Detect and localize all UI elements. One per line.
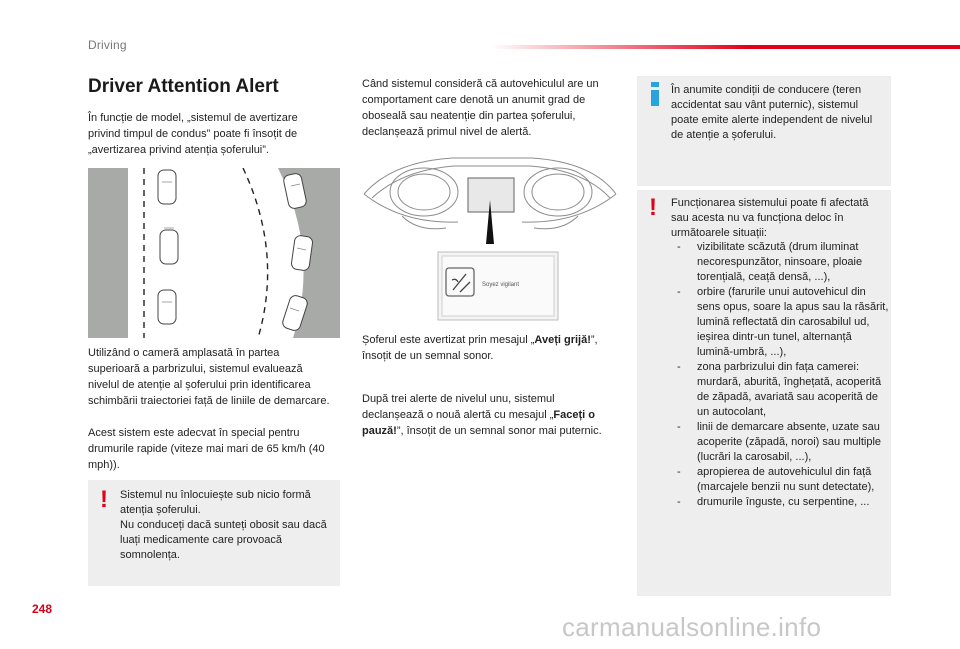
intro-paragraph: În funcție de model, „sistemul de avertizare privind timpul de condus” poate fi însoțit de „avertizarea privind atenția șoferului”. bbox=[88, 112, 298, 156]
warning-icon: ! bbox=[100, 486, 108, 513]
section-header: Driving bbox=[88, 38, 127, 52]
warning-text-attention: Sistemul nu înlocuiește sub nicio formă atenția șoferului. bbox=[120, 489, 311, 516]
camera-paragraph: Utilizând o cameră amplasată în partea superioară a parbrizului, sistemul evaluează nivelul de atenție al șoferului prin identificarea schimbării traiectoriei față de liniile de demarcare. bbox=[88, 347, 330, 407]
list-item: - linii de demarcare absente, uzate sau acoperite (zăpadă, noroi) sau multiple (lucrări la carosabil, ...), bbox=[671, 420, 889, 465]
road-type-paragraph: Acest sistem este adecvat în special pentru drumurile rapide (viteze mai mari de 65 km/h (40 mph)). bbox=[88, 427, 325, 471]
pause-alert-paragraph: După trei alerte de nivelul unu, sistemul declanșează o nouă alertă cu mesajul „Faceți o pauză!”, însoțit de un semnal sonor mai puternic. bbox=[362, 393, 602, 437]
lane-drift-illustration bbox=[88, 168, 340, 338]
instrument-panel-illustration bbox=[362, 152, 618, 330]
message-take-a-break: Faceți o pauză! bbox=[362, 409, 595, 437]
warning-text-fatigue: Nu conduceți dacă sunteți obosit sau dacă luați medicamente care provoacă somnolența. bbox=[120, 519, 327, 561]
info-text: În anumite condiții de conducere (teren accidentat sau vânt puternic), sistemul poate emite alerte independent de nivelul de atenție a șoferului. bbox=[671, 84, 873, 141]
info-icon bbox=[649, 82, 661, 106]
warning-box-attention bbox=[88, 480, 340, 586]
page-title: Driver Attention Alert bbox=[88, 76, 279, 97]
watermark: carmanualsonline.info bbox=[562, 612, 822, 642]
list-item: - apropierea de autovehiculul din față (marcajele benzii nu sunt detectate), bbox=[671, 465, 889, 495]
first-alert-paragraph: Șoferul este avertizat prin mesajul „Aveți grijă!”, însoțit de un semnal sonor. bbox=[362, 334, 598, 362]
list-item: - drumurile înguste, cu serpentine, ... bbox=[671, 495, 889, 510]
info-box-driving-conditions bbox=[637, 76, 891, 186]
display-message: Soyez vigilant bbox=[482, 282, 520, 288]
header-divider bbox=[490, 45, 960, 49]
warning-box-limitations bbox=[637, 190, 891, 596]
page-number: 248 bbox=[32, 602, 53, 616]
list-item: - vizibilitate scăzută (drum iluminat necorespunzător, ninsoare, ploaie torențială, ceață densă, ...), bbox=[671, 240, 889, 285]
alert-level-paragraph: Când sistemul consideră că autovehiculul are un comportament care denotă un anumit grad de oboseală sau neatenție din partea șoferului, declanșează primul nivel de alertă. bbox=[362, 78, 599, 138]
warning-icon: ! bbox=[649, 194, 657, 221]
list-item: - orbire (farurile unui autovehicul din sens opus, soare la apus sau la răsărit, lumină reflectată din carosabilul ud, ieșirea dintr-un tunel, alternanță lumină-umbră, ...), bbox=[671, 285, 889, 360]
limitations-list-container bbox=[671, 240, 889, 510]
limitations-intro: Funcționarea sistemului poate fi afectată sau acesta nu va funcționa deloc în următoarele situații: bbox=[671, 197, 869, 239]
limitations-list bbox=[671, 240, 889, 510]
list-item: - zona parbrizului din fața camerei: murdară, aburită, înghețată, acoperită de zăpadă, avariată sau acoperită de un autocolant, bbox=[671, 360, 889, 420]
message-be-careful: Aveți grijă! bbox=[534, 334, 591, 346]
